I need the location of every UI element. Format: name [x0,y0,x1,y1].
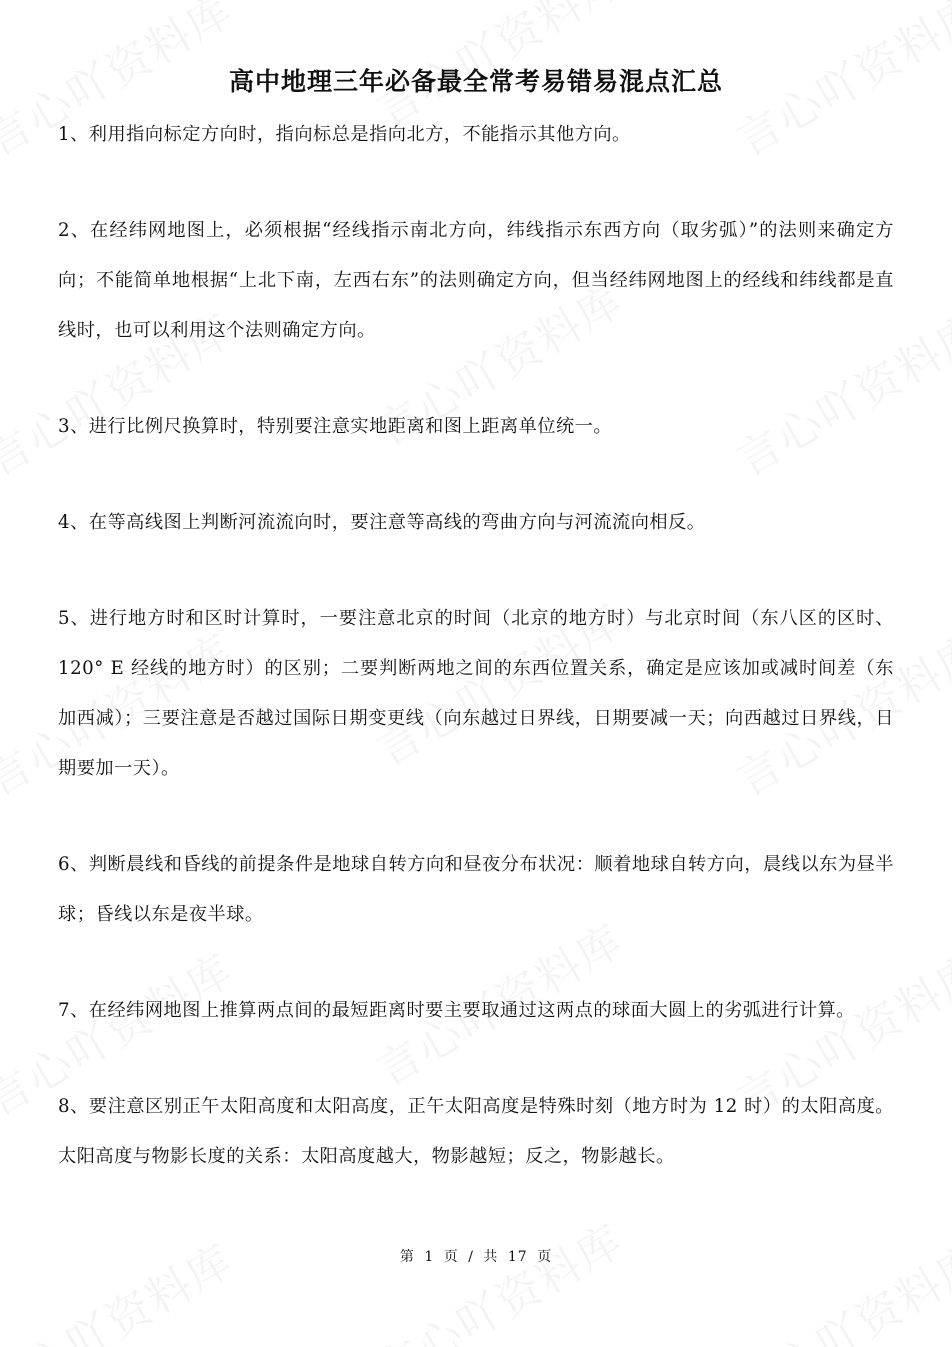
item-3: 3、进行比例尺换算时，特别要注意实地距离和图上距离单位统一。 [58,416,613,437]
page-number: 1 [424,1249,435,1265]
footer-prefix: 第 [399,1249,415,1265]
page-footer [0,1246,952,1266]
watermark [0,1225,244,1347]
footer-total-prefix: 共 [483,1249,499,1265]
item-1: 1、利用指向标定方向时，指向标总是指向北方，不能指示其他方向。 [58,124,631,145]
item-2: 2、在经纬网地图上，必须根据“经线指示南北方向，纬线指示东西方向（取劣弧）”的法则来确定方向；不能简单地根据“上北下南，左西右东”的法则确定方向，但当经纬网地图上的经线和纬线都是直线时，也可以利用这个法则确定方向。 [58,220,894,341]
footer-total-unit: 页 [537,1249,553,1265]
total-pages: 17 [507,1249,528,1265]
item-4: 4、在等高线图上判断河流流向时，要注意等高线的弯曲方向与河流流向相反。 [58,512,706,533]
document-body [58,110,894,1228]
item-5: 5、进行地方时和区时计算时，一要注意北京的时间（北京的地方时）与北京时间（东八区的区时、120° E 经线的地方时）的区别；二要判断两地之间的东西位置关系，确定是应该加或减时间差（东加西减）；三要注意是否越过国际日期变更线（向东越过日界线，日期要减一天；向西越过日界线，日期要加一天）。 [58,608,894,779]
footer-separator: / [468,1249,474,1265]
footer-page-unit: 页 [443,1249,459,1265]
item-7: 7、在经纬网地图上推算两点间的最短距离时要主要取通过这两点的球面大圆上的劣弧进行计算。 [58,1000,855,1021]
item-8: 8、要注意区别正午太阳高度和太阳高度，正午太阳高度是特殊时刻（地方时为 12 时）的太阳高度。太阳高度与物影长度的关系：太阳高度越大，物影越短；反之，物影越长。 [58,1096,894,1167]
item-6: 6、判断晨线和昏线的前提条件是地球自转方向和昼夜分布状况：顺着地球自转方向，晨线以东为昼半球；昏线以东是夜半球。 [58,854,894,925]
watermark [722,1225,952,1347]
page-title: 高中地理三年必备最全常考易错易混点汇总 [228,67,723,96]
